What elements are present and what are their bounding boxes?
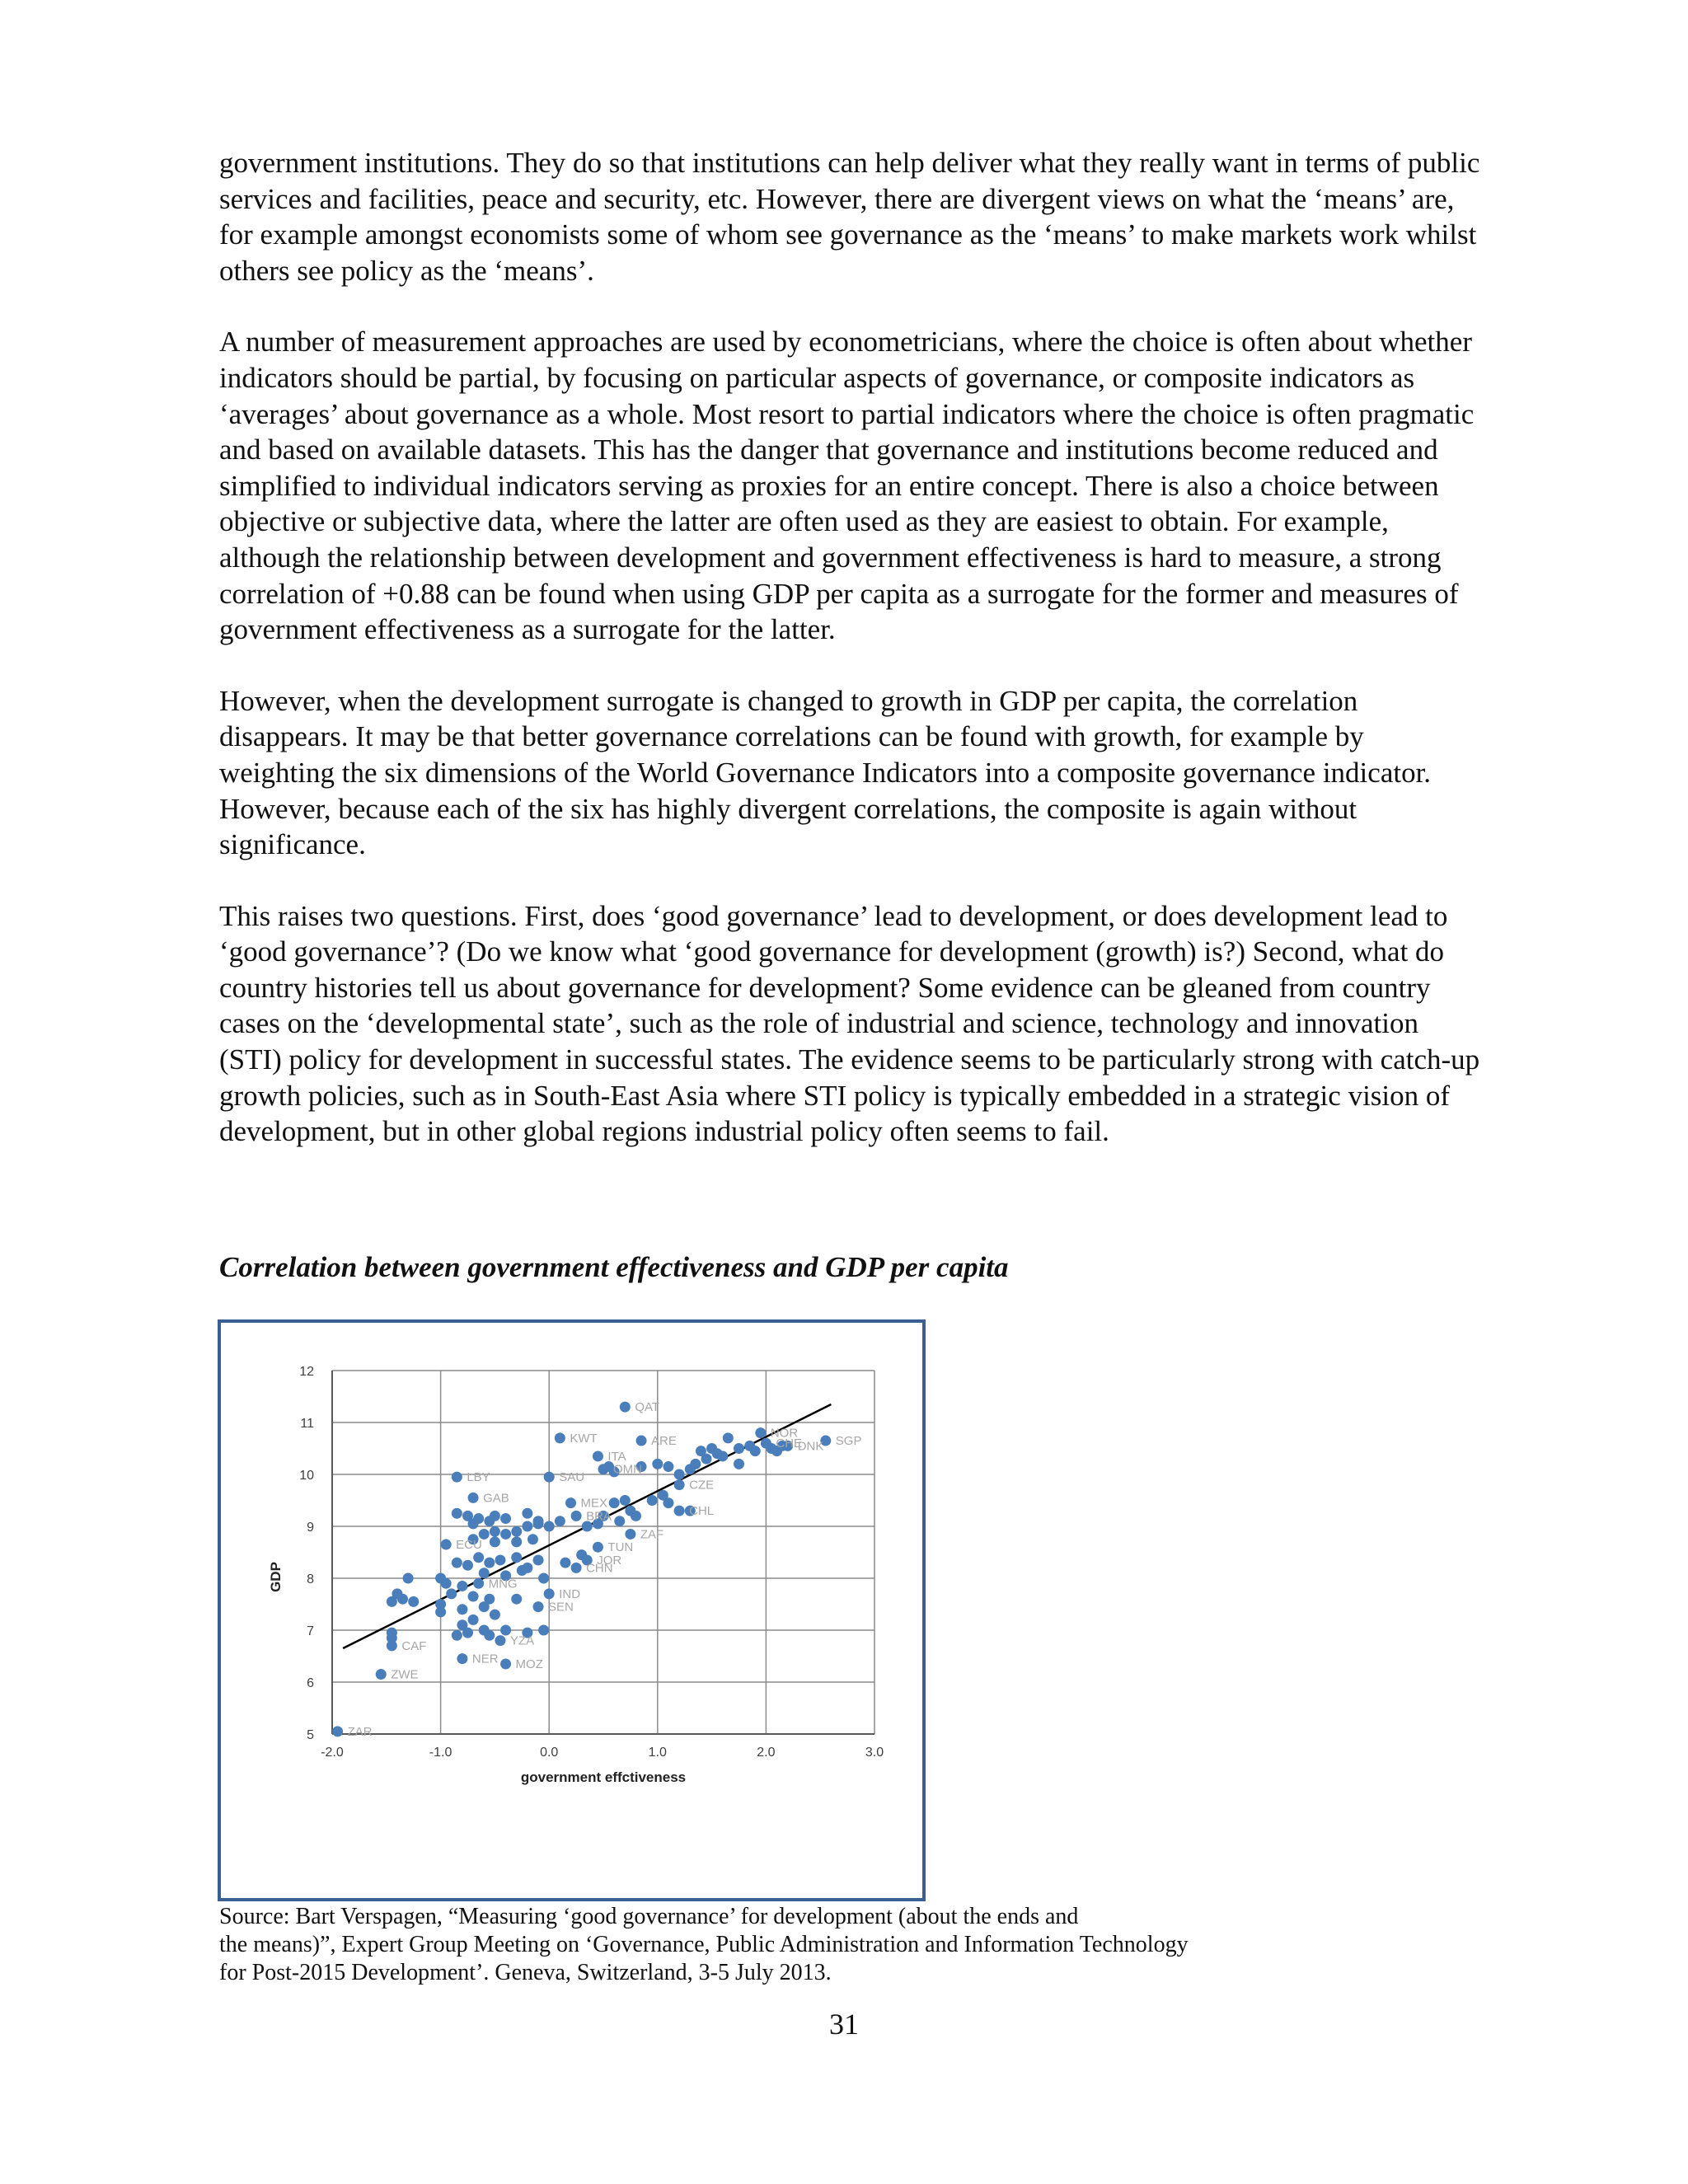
data-point [533, 1516, 544, 1526]
data-point [435, 1606, 446, 1617]
data-point [565, 1497, 576, 1508]
data-point [452, 1508, 462, 1519]
data-point [555, 1432, 565, 1443]
data-point [403, 1573, 414, 1584]
data-point [462, 1560, 473, 1571]
point-label: QAT [635, 1400, 660, 1415]
point-label: ITA [607, 1449, 626, 1464]
data-point [538, 1625, 549, 1636]
data-point [663, 1461, 673, 1472]
data-point [609, 1497, 620, 1508]
data-point [685, 1464, 696, 1474]
data-point [446, 1588, 457, 1599]
body-text [219, 145, 1480, 1185]
data-point [717, 1451, 728, 1461]
data-point [560, 1558, 570, 1568]
data-point [468, 1493, 479, 1503]
data-point [332, 1726, 343, 1736]
data-point [511, 1526, 522, 1537]
data-point [636, 1436, 647, 1446]
data-point [576, 1549, 587, 1560]
point-label: SAU [559, 1470, 585, 1485]
data-point [468, 1615, 479, 1625]
y-tick-label: 6 [307, 1676, 314, 1690]
data-point [457, 1653, 467, 1664]
data-point [490, 1511, 500, 1521]
point-label: CHN [586, 1561, 613, 1576]
x-axis-label: government effctiveness [520, 1769, 687, 1785]
point-label: JOR [597, 1553, 622, 1568]
page-number: 31 [829, 2008, 859, 2041]
paragraph: This raises two questions. First, does ‘good governance’ lead to development, or does development lead to ‘good governance’? (Do we know what ‘good governance for development (growth) is?) Second, what do country histories tell us about governance for development? Some evidence can be gleaned from country cases on the ‘developmental state’, such as the role of industrial and science, technology and innovation (STI) policy for development in successful states. The evidence seems to be particularly strong with catch-up growth policies, such as in South-East Asia where STI policy is typically embedded in a strategic vision of development, but in other global regions industrial policy often seems to fail. [219, 899, 1480, 1148]
data-point [500, 1529, 511, 1540]
data-point [734, 1443, 744, 1454]
point-label: CHE [776, 1436, 803, 1451]
point-label: ZWE [391, 1667, 419, 1682]
point-label: NOR [770, 1426, 799, 1441]
point-label: YZA [509, 1633, 535, 1648]
x-tick-label: 3.0 [865, 1746, 884, 1760]
data-point [511, 1594, 522, 1605]
point-label: GAB [483, 1491, 509, 1506]
point-label: SGP [835, 1434, 862, 1449]
data-point [452, 1630, 462, 1641]
y-tick-label: 8 [307, 1572, 314, 1586]
data-point [652, 1459, 663, 1469]
data-point [593, 1451, 603, 1461]
data-point [387, 1596, 397, 1607]
data-point [511, 1552, 522, 1563]
point-label: IND [559, 1586, 581, 1601]
paragraph: However, when the development surrogate is changed to growth in GDP per capita, the correlation disappears. It may be that better governance correlations can be found with growth, for example by weighting the six dimensions of the World Governance Indicators into a composite governance indicator. However, because each of the six has highly divergent correlations, the composite is again without significance. [219, 684, 1432, 861]
point-label: TUN [607, 1540, 634, 1555]
y-tick-label: 9 [307, 1521, 314, 1535]
data-point [755, 1427, 766, 1438]
data-point [511, 1536, 522, 1547]
data-point [620, 1495, 631, 1506]
paragraph: government institutions. They do so that institutions can help deliver what they really want in terms of public services and facilities, peace and security, etc. However, there are divergent views on what the ‘means’ are, for example amongst economists some of whom see governance as the ‘means’ to make markets work whilst others see policy as the ‘means’. [219, 147, 1480, 287]
data-point [571, 1511, 582, 1521]
source-line: for Post-2015 Development’. Geneva, Switzerland, 3-5 July 2013. [219, 1960, 832, 1985]
data-point [544, 1472, 555, 1483]
scatter-chart [218, 1319, 926, 1901]
source-line: the means)”, Expert Group Meeting on ‘Governance, Public Administration and Information Technology [219, 1932, 1189, 1957]
y-tick-label: 5 [307, 1728, 314, 1742]
point-label: MEX [580, 1496, 608, 1511]
data-point [408, 1596, 419, 1607]
point-label: MOZ [515, 1657, 543, 1671]
data-point [490, 1526, 500, 1537]
data-point [441, 1540, 452, 1550]
data-point [473, 1578, 484, 1589]
data-point [462, 1628, 473, 1638]
point-label: ZAR [347, 1724, 373, 1739]
y-tick-label: 7 [307, 1624, 314, 1638]
data-point [500, 1513, 511, 1524]
x-tick-label: 1.0 [648, 1746, 667, 1760]
point-label: LBY [467, 1470, 490, 1485]
data-point [473, 1552, 484, 1563]
x-tick-label: -2.0 [321, 1746, 344, 1760]
figure-source [219, 1903, 1505, 1987]
point-label: BRA [586, 1509, 612, 1524]
point-label: CAF [401, 1638, 427, 1653]
point-label: MNG [488, 1577, 518, 1591]
data-point [387, 1640, 397, 1651]
data-point [490, 1610, 500, 1620]
data-point [500, 1658, 511, 1669]
data-point [620, 1402, 631, 1413]
point-label: ECU [456, 1538, 482, 1553]
data-point [490, 1536, 500, 1547]
data-point [701, 1454, 712, 1465]
y-tick-label: 11 [300, 1417, 314, 1431]
data-point [544, 1588, 555, 1599]
data-point [593, 1542, 603, 1553]
point-label: ARE [651, 1434, 677, 1449]
data-point [468, 1591, 479, 1602]
data-point [452, 1472, 462, 1483]
data-point [571, 1563, 582, 1573]
data-point [614, 1516, 625, 1526]
data-point [484, 1630, 495, 1641]
point-label: OMN [613, 1462, 642, 1477]
x-tick-label: -1.0 [429, 1746, 452, 1760]
data-point [484, 1558, 495, 1568]
data-point [555, 1516, 565, 1526]
data-point [479, 1601, 490, 1612]
data-point [517, 1565, 528, 1576]
data-point [452, 1558, 462, 1568]
point-label: ZAF [640, 1527, 664, 1542]
y-tick-label: 12 [299, 1365, 314, 1379]
data-point [495, 1554, 505, 1565]
x-tick-label: 2.0 [757, 1746, 776, 1760]
y-axis-label: GDP [268, 1562, 284, 1592]
data-point [468, 1518, 479, 1529]
data-point [457, 1604, 467, 1615]
data-point [457, 1581, 467, 1591]
data-point [734, 1459, 744, 1469]
data-point [674, 1479, 685, 1490]
point-label: SEN [548, 1600, 574, 1615]
data-point [544, 1521, 555, 1532]
source-line: Source: Bart Verspagen, “Measuring ‘good governance’ for development (about the ends and [219, 1904, 1079, 1929]
data-point [647, 1495, 658, 1506]
chart-svg [221, 1323, 922, 1898]
data-point [750, 1446, 761, 1456]
point-label: KWT [570, 1431, 598, 1446]
point-label: DNK [797, 1439, 824, 1454]
data-point [625, 1529, 635, 1540]
data-point [528, 1534, 538, 1544]
point-label: CZE [689, 1478, 715, 1493]
data-point [674, 1469, 685, 1480]
data-point [538, 1573, 549, 1584]
data-point [522, 1508, 532, 1519]
point-label: NER [471, 1652, 499, 1666]
data-point [435, 1573, 446, 1584]
data-point [663, 1497, 673, 1508]
point-label: CHL [689, 1504, 715, 1519]
y-tick-label: 10 [299, 1469, 314, 1483]
data-point [533, 1601, 544, 1612]
data-point [495, 1635, 505, 1646]
figure-title: Correlation between government effectiveness and GDP per capita [219, 1251, 1009, 1283]
data-point [723, 1432, 734, 1443]
x-tick-label: 0.0 [540, 1746, 559, 1760]
data-point [631, 1511, 641, 1521]
data-point [376, 1669, 387, 1680]
data-point [533, 1554, 544, 1565]
paragraph: A number of measurement approaches are used by econometricians, where the choice is often about whether indicators should be partial, by focusing on particular aspects of governance, or composite indicators as ‘averages’ about governance as a whole. Most resort to partial indicators where the choice is often pragmatic and based on available datasets. This has the danger that governance and institutions become reduced and simplified to individual indicators serving as proxies for an entire concept. There is also a choice between objective or subjective data, where the latter are often used as they are easiest to obtain. For example, although the relationship between development and government effectiveness is hard to measure, a strong correlation of +0.88 can be found when using GDP per capita as a surrogate for the former and measures of government effectiveness as a surrogate for the latter. [219, 326, 1475, 646]
data-point [674, 1506, 685, 1516]
data-point [522, 1521, 532, 1532]
